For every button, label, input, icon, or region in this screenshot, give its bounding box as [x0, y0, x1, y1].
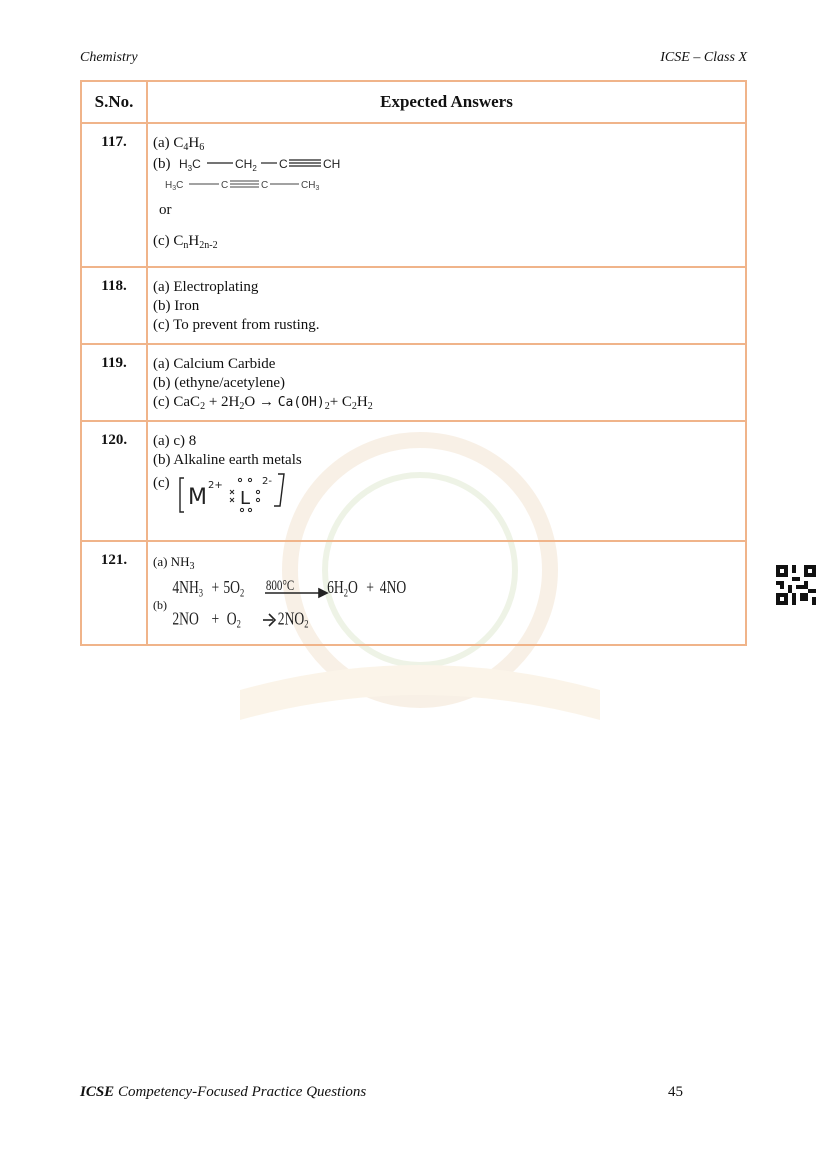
svg-text:M: M	[187, 485, 207, 510]
svg-text:L: L	[239, 488, 250, 509]
but-2-yne-structure	[163, 175, 333, 195]
answers-table	[80, 80, 747, 646]
page-number: 45	[668, 1084, 683, 1100]
col-header-answers: Expected Answers	[147, 81, 746, 123]
answer-121a: (a) $NH_3$	[153, 554, 195, 572]
ostwald-equations	[169, 576, 439, 634]
table-row	[81, 123, 746, 267]
answer-120b: (b) Alkaline earth metals	[153, 452, 302, 468]
table-row	[81, 541, 746, 645]
svg-text:2NO: 2NO	[172, 609, 199, 629]
svg-text:H3C: $H_3C$	[178, 157, 201, 173]
svg-text:C: C	[278, 157, 288, 171]
answer-118c: (c) To prevent from rusting.	[153, 317, 320, 333]
answer-117b: (b) $H_3C$ $CH_2$ C CH	[153, 153, 740, 175]
footer-title: ICSE Competency-Focused Practice Questions	[80, 1084, 367, 1100]
table-row	[81, 267, 746, 344]
question-number: 117.	[81, 123, 147, 267]
question-number: 119.	[81, 344, 147, 421]
answer-cell	[147, 123, 746, 267]
svg-text:O2: O2	[226, 609, 241, 632]
col-header-sno: S.No.	[81, 81, 147, 123]
header-class: ICSE – Class X	[660, 50, 747, 65]
answer-cell	[147, 421, 746, 541]
svg-text:800°C: 800°C	[265, 576, 295, 594]
answer-120a: (a) c) 8	[153, 433, 197, 449]
svg-text:CH: CH	[322, 157, 340, 171]
svg-text:C: C	[221, 180, 229, 191]
question-number: 121.	[81, 541, 147, 645]
answer-120c: (c) M 2+ L 2-	[153, 470, 740, 516]
answer-119c: (c) $CaC_2 + 2H_2O \to Ca(OH)_2+ C_2H_2$	[153, 394, 373, 412]
answer-cell	[147, 541, 746, 645]
svg-text:+: +	[366, 578, 374, 598]
answer-117a: (a) $C_4H_6$	[153, 135, 205, 153]
answer-119a: (a) Calcium Carbide	[153, 356, 276, 372]
svg-text:CH2: $CH_2$	[234, 157, 257, 173]
table-row	[81, 344, 746, 421]
svg-text:2+: 2+	[207, 480, 223, 491]
svg-text:2NO2: 2NO2	[277, 609, 309, 632]
electron-dot-structure	[174, 470, 294, 516]
question-number: 118.	[81, 267, 147, 344]
answer-117-or: or	[159, 202, 172, 218]
table-row	[81, 421, 746, 541]
answer-117c: (c) $C_nH_{2n-2}$	[153, 233, 218, 251]
header-subject: Chemistry	[80, 50, 138, 65]
answer-119b: (b) (ethyne/acetylene)	[153, 375, 286, 391]
svg-text:6H2O: 6H2O	[327, 578, 358, 601]
svg-text:2-: 2-	[261, 476, 272, 487]
answer-118a: (a) Electroplating	[153, 279, 259, 295]
answer-121b: (b) 4NH3 + 5O2 800°C 6H2O + 4NO 2NO + O2 2NO2	[153, 576, 740, 634]
svg-text:CH3: $CH_3$	[301, 180, 320, 192]
svg-text:C: C	[261, 180, 269, 191]
svg-text:4NH3: 4NH3	[172, 578, 204, 601]
qr-code	[776, 565, 816, 605]
svg-text:5O2: 5O2	[223, 578, 245, 601]
svg-text:H3C: $H_3C$	[165, 180, 184, 192]
svg-text:+: +	[211, 609, 220, 629]
svg-text:4NO: 4NO	[379, 578, 407, 598]
answer-cell	[147, 344, 746, 421]
answer-118b: (b) Iron	[153, 298, 200, 314]
svg-text:+: +	[211, 578, 220, 598]
but-1-yne-structure	[177, 153, 377, 175]
answer-117b-alt	[153, 175, 740, 201]
answer-cell	[147, 267, 746, 344]
question-number: 120.	[81, 421, 147, 541]
